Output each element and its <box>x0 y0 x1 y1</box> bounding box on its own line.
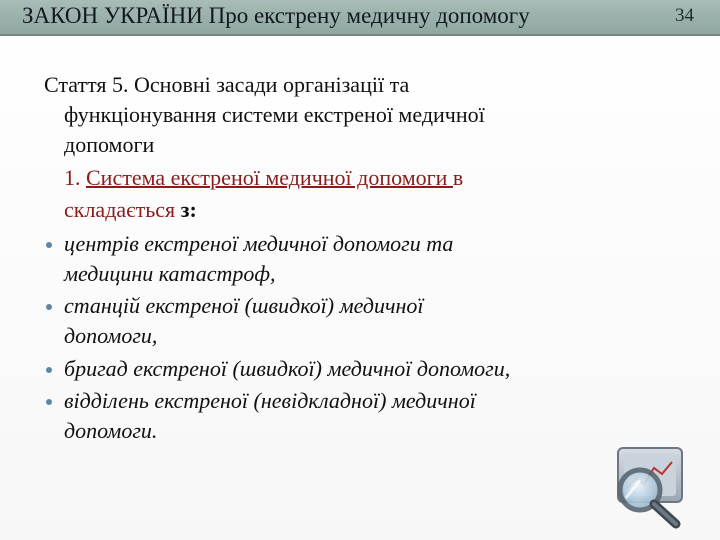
bullet-marker <box>46 367 52 373</box>
point-1-suffix: в <box>452 165 464 190</box>
point-1-line-2 <box>64 195 197 225</box>
bullet-1-line-2: медицини катастроф, <box>64 261 276 286</box>
bullet-1-line-1: центрів екстреної медичної допомоги та <box>64 231 454 256</box>
point-1-prefix: 1. <box>64 165 86 190</box>
bullet-2-line-1: станцій екстреної (швидкої) медичної <box>64 293 424 318</box>
bullet-marker <box>46 399 52 405</box>
slide-title: ЗАКОН УКРАЇНИ Про екстрену медичну допомогу <box>22 3 530 28</box>
point-1-line-1 <box>64 163 463 193</box>
magnifier-chart-icon <box>600 440 690 530</box>
article-heading-line-1: Стаття 5. Основні засади організації та <box>44 72 410 97</box>
article-heading-line-2: функціонування системи екстреної медичної <box>64 102 485 127</box>
bullet-2-line-2: допомоги, <box>64 323 158 348</box>
bullet-marker <box>46 304 52 310</box>
slide-number: 34 <box>675 5 694 26</box>
point-1-word: складається <box>64 197 176 222</box>
bullet-4-line-2: допомоги. <box>64 418 158 443</box>
bullet-marker <box>46 242 52 248</box>
bullet-3-line-1: бригад екстреної (швидкої) медичної допомоги, <box>64 356 511 381</box>
point-1-end: з: <box>175 197 197 222</box>
point-1-underlined-text: Система екстреної медичної допомоги <box>86 165 453 190</box>
bullet-4-line-1: відділень екстреної (невідкладної) медичної <box>64 388 476 413</box>
article-heading-line-3: допомоги <box>64 132 155 157</box>
